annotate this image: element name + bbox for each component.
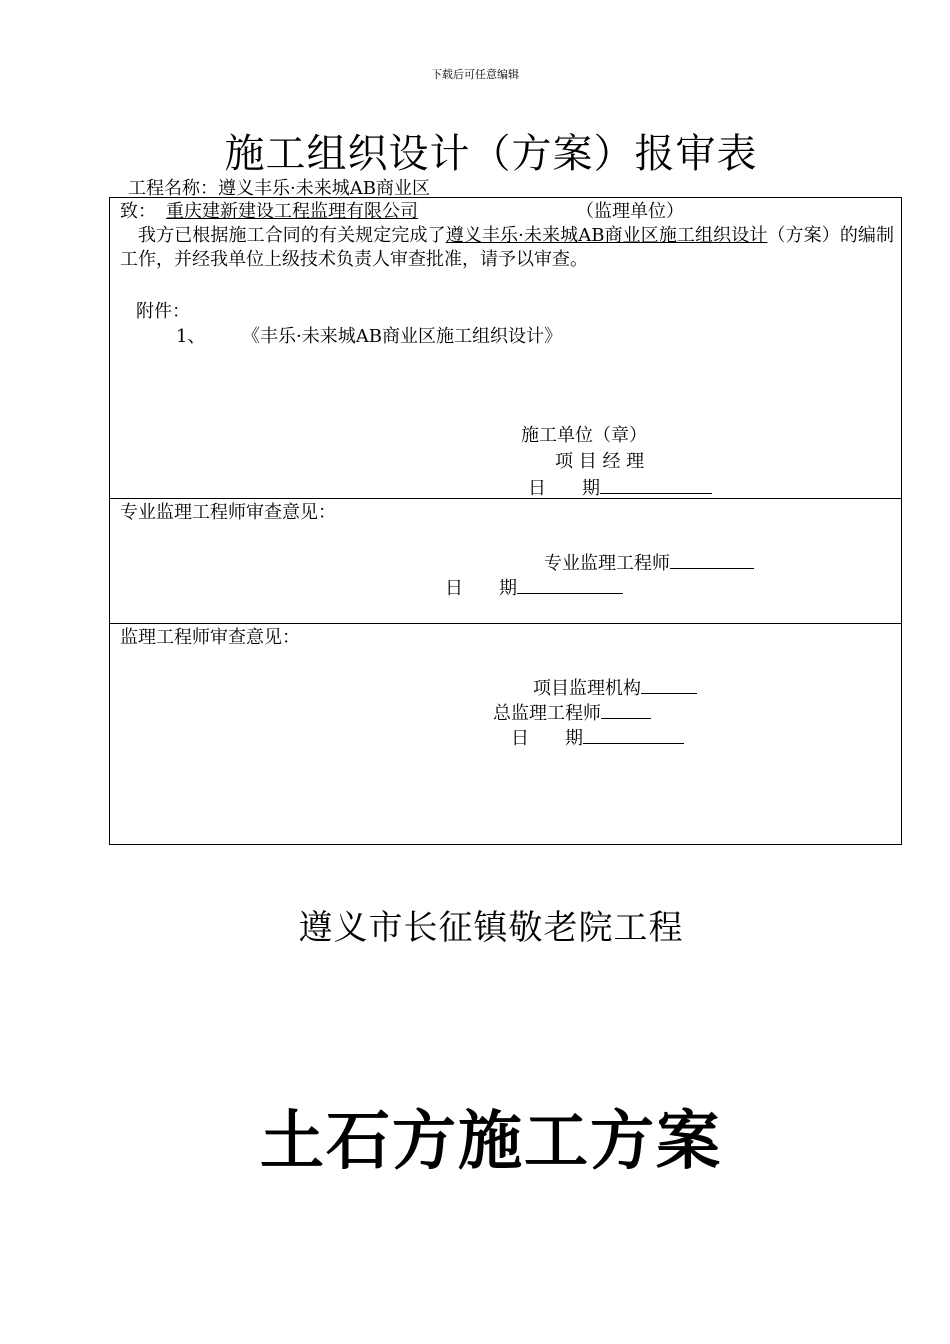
plan-title: 土石方施工方案: [260, 1104, 722, 1179]
supervision-company: 重庆建新建设工程监理有限公司: [166, 201, 418, 222]
attachment-number: 1、: [176, 326, 206, 347]
approval-form-table: [109, 197, 902, 845]
org-blank: [641, 675, 697, 694]
chief-opinion-label: 监理工程师审查意见：: [120, 627, 300, 648]
date-line-1: 日 期: [528, 475, 712, 501]
supervision-org-line: 项目监理机构: [533, 675, 697, 701]
project-name: 工程名称：遵义丰乐·未来城AB商业区: [128, 178, 430, 199]
supervision-unit-label: （监理单位）: [576, 201, 684, 222]
to-label: 致：: [120, 201, 156, 222]
header-note: 下载后可任意编辑: [431, 68, 519, 81]
para-text-end: （方案）的编制工作，并经我单位上级技术负责人审查批准，请予以审查。: [120, 225, 895, 270]
row-divider: [110, 623, 901, 624]
date-blank: [517, 575, 623, 594]
chief-engineer-line: 总监理工程师: [493, 700, 651, 726]
project-manager-label: 项 目 经 理: [555, 451, 645, 472]
submission-paragraph: [120, 224, 894, 272]
para-text-start: 我方已根据施工合同的有关规定完成了: [138, 225, 446, 246]
engineer-blank: [670, 550, 754, 569]
date-line-2: 日 期: [445, 575, 623, 601]
construction-unit-seal: 施工单位（章）: [521, 425, 647, 446]
para-design-name: 遵义丰乐·未来城AB商业区施工组织设计: [445, 225, 768, 246]
chief-blank: [601, 700, 651, 719]
date-line-3: 日 期: [511, 725, 684, 751]
row-divider: [110, 498, 901, 499]
specialist-opinion-label: 专业监理工程师审查意见：: [120, 502, 336, 523]
addressee-line: [120, 200, 418, 224]
document-title: 施工组织设计（方案）报审表: [224, 131, 758, 177]
date-blank: [600, 475, 712, 494]
attachment-label: 附件：: [136, 301, 190, 322]
specialist-engineer-line: 专业监理工程师: [544, 550, 754, 576]
date-blank: [583, 725, 684, 744]
attachment-item: 《丰乐·未来城AB商业区施工组织设计》: [242, 326, 562, 347]
project-subtitle: 遵义市长征镇敬老院工程: [298, 908, 684, 948]
